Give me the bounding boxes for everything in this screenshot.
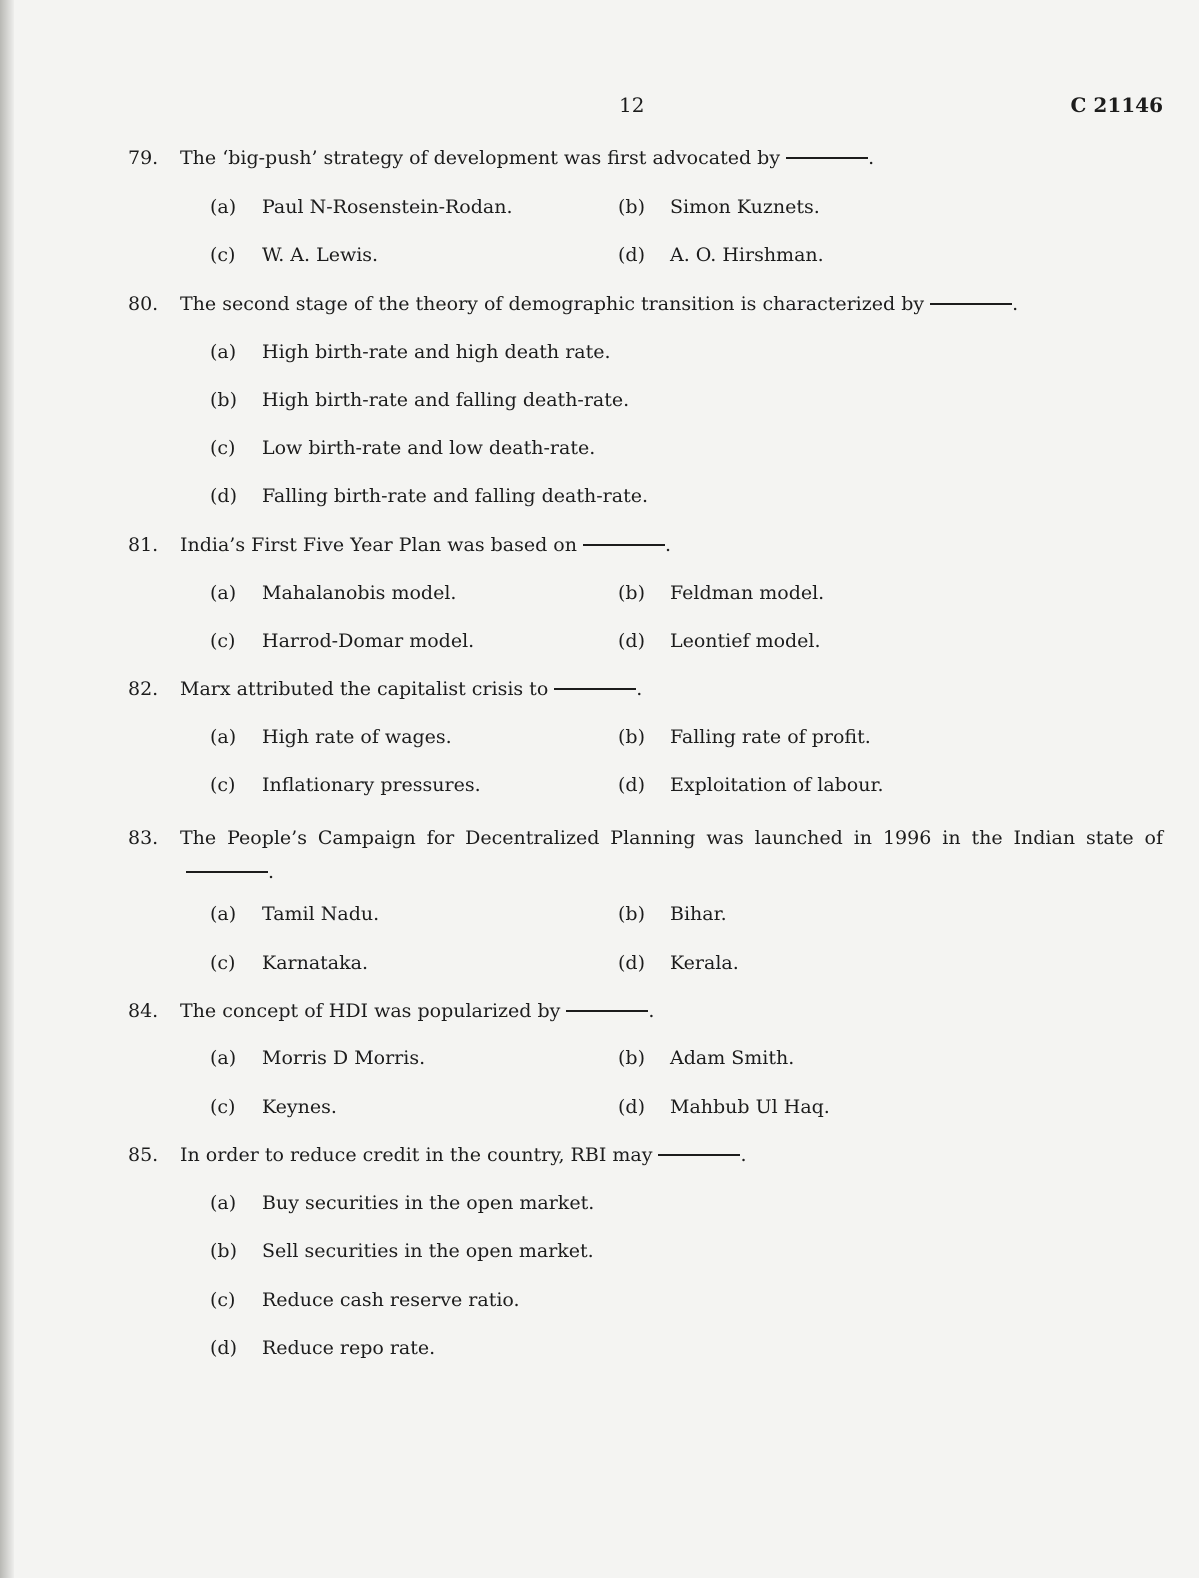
option-text: Mahalanobis model. <box>262 582 457 604</box>
option-a <box>210 340 611 364</box>
option-c <box>210 629 474 653</box>
option-b <box>210 1239 594 1263</box>
question-text: The second stage of the theory of demographic transition is characterized by <box>180 293 925 315</box>
option-label: (a) <box>210 196 237 218</box>
option-text: Paul N-Rosenstein-Rodan. <box>262 196 513 218</box>
question-number: 79. <box>128 147 159 169</box>
option-text: Buy securities in the open market. <box>262 1192 595 1214</box>
question-number: 83. <box>128 827 159 849</box>
option-b <box>210 388 629 412</box>
question-80: 80. The second stage of the theory of demographic transition is characterized by . <box>128 293 1019 315</box>
question-number: 81. <box>128 534 159 556</box>
option-text: Kerala. <box>670 952 739 974</box>
question-81: 81. India’s First Five Year Plan was based on . <box>128 534 672 556</box>
option-b <box>618 902 727 926</box>
option-text: Falling rate of profit. <box>670 726 871 748</box>
option-text: Bihar. <box>670 903 727 925</box>
answer-blank <box>930 303 1012 305</box>
question-text: The concept of HDI was popularized by <box>180 1000 561 1022</box>
question-number: 84. <box>128 1000 159 1022</box>
option-label: (b) <box>210 389 237 411</box>
option-text: Falling birth-rate and falling death-rate. <box>262 485 648 507</box>
option-text: Harrod-Domar model. <box>262 630 475 652</box>
option-label: (c) <box>210 1096 236 1118</box>
option-label: (a) <box>210 582 237 604</box>
option-text: Mahbub Ul Haq. <box>670 1096 830 1118</box>
option-label: (a) <box>210 341 237 363</box>
option-text: Reduce cash reserve ratio. <box>262 1289 520 1311</box>
option-label: (b) <box>618 582 645 604</box>
question-text: The People’s Campaign for Decentralized Planning was launched in 1996 in the Indian state of <box>180 827 1163 849</box>
option-text: Keynes. <box>262 1096 337 1118</box>
option-label: (d) <box>618 1096 645 1118</box>
option-text: Sell securities in the open market. <box>262 1240 594 1262</box>
option-b <box>618 581 824 605</box>
option-a <box>210 195 513 219</box>
option-text: Low birth-rate and low death-rate. <box>262 437 596 459</box>
option-d <box>618 243 824 267</box>
option-text: Simon Kuznets. <box>670 196 820 218</box>
question-number: 80. <box>128 293 159 315</box>
page-number: 12 <box>619 93 645 117</box>
answer-blank <box>583 544 665 546</box>
option-b <box>618 1046 794 1070</box>
option-b <box>618 725 871 749</box>
option-text: High rate of wages. <box>262 726 452 748</box>
option-label: (d) <box>618 244 645 266</box>
option-label: (a) <box>210 1192 237 1214</box>
answer-blank <box>186 871 268 873</box>
option-c <box>210 1095 337 1119</box>
option-label: (b) <box>618 196 645 218</box>
option-label: (b) <box>618 903 645 925</box>
answer-blank <box>658 1154 740 1156</box>
option-label: (b) <box>618 726 645 748</box>
option-text: Leontief model. <box>670 630 821 652</box>
option-label: (b) <box>210 1240 237 1262</box>
option-label: (c) <box>210 774 236 796</box>
question-text: India’s First Five Year Plan was based on <box>180 534 577 556</box>
option-c <box>210 243 378 267</box>
option-label: (d) <box>210 1337 237 1359</box>
option-a <box>210 1046 425 1070</box>
question-84: 84. The concept of HDI was popularized by . <box>128 1000 655 1022</box>
option-text: Feldman model. <box>670 582 825 604</box>
option-text: Tamil Nadu. <box>262 903 380 925</box>
option-a <box>210 1191 594 1215</box>
answer-blank <box>554 688 636 690</box>
question-number: 85. <box>128 1144 159 1166</box>
option-label: (d) <box>618 630 645 652</box>
option-text: Morris D Morris. <box>262 1047 426 1069</box>
option-label: (b) <box>618 1047 645 1069</box>
option-d <box>618 629 821 653</box>
option-label: (c) <box>210 244 236 266</box>
option-text: Adam Smith. <box>670 1047 795 1069</box>
answer-blank <box>786 157 868 159</box>
option-d <box>618 1095 830 1119</box>
option-c <box>210 1288 520 1312</box>
option-text: High birth-rate and falling death-rate. <box>262 389 630 411</box>
option-text: Inflationary pressures. <box>262 774 481 796</box>
option-a <box>210 581 456 605</box>
option-d <box>618 773 884 797</box>
option-d <box>618 951 739 975</box>
option-c <box>210 436 595 460</box>
option-text: Exploitation of labour. <box>670 774 884 796</box>
question-text: Marx attributed the capitalist crisis to <box>180 678 549 700</box>
question-79: 79. The ‘big-push’ strategy of development was first advocated by . <box>128 147 875 169</box>
answer-blank <box>566 1010 648 1012</box>
option-c <box>210 773 481 797</box>
option-label: (d) <box>210 485 237 507</box>
option-label: (c) <box>210 1289 236 1311</box>
option-b <box>618 195 820 219</box>
option-d <box>210 484 648 508</box>
option-text: High birth-rate and high death rate. <box>262 341 611 363</box>
option-a <box>210 725 452 749</box>
option-label: (a) <box>210 726 237 748</box>
option-text: Reduce repo rate. <box>262 1337 436 1359</box>
question-85: 85. In order to reduce credit in the country, RBI may . <box>128 1144 747 1166</box>
option-label: (d) <box>618 774 645 796</box>
option-label: (c) <box>210 630 236 652</box>
option-label: (c) <box>210 437 236 459</box>
question-number: 82. <box>128 678 159 700</box>
option-label: (d) <box>618 952 645 974</box>
option-d <box>210 1336 435 1360</box>
question-82: 82. Marx attributed the capitalist crisis to . <box>128 678 643 700</box>
option-label: (a) <box>210 1047 237 1069</box>
question-83: 83. The People’s Campaign for Decentralized Planning was launched in 1996 in the Indian state of. <box>128 821 1163 889</box>
option-text: A. O. Hirshman. <box>670 244 824 266</box>
option-c <box>210 951 368 975</box>
option-a <box>210 902 379 926</box>
option-label: (a) <box>210 903 237 925</box>
question-text: The ‘big-push’ strategy of development was first advocated by <box>180 147 781 169</box>
question-text: In order to reduce credit in the country, RBI may <box>180 1144 653 1166</box>
option-text: Karnataka. <box>262 952 369 974</box>
option-label: (c) <box>210 952 236 974</box>
paper-code: C 21146 <box>1070 93 1163 117</box>
option-text: W. A. Lewis. <box>262 244 379 266</box>
